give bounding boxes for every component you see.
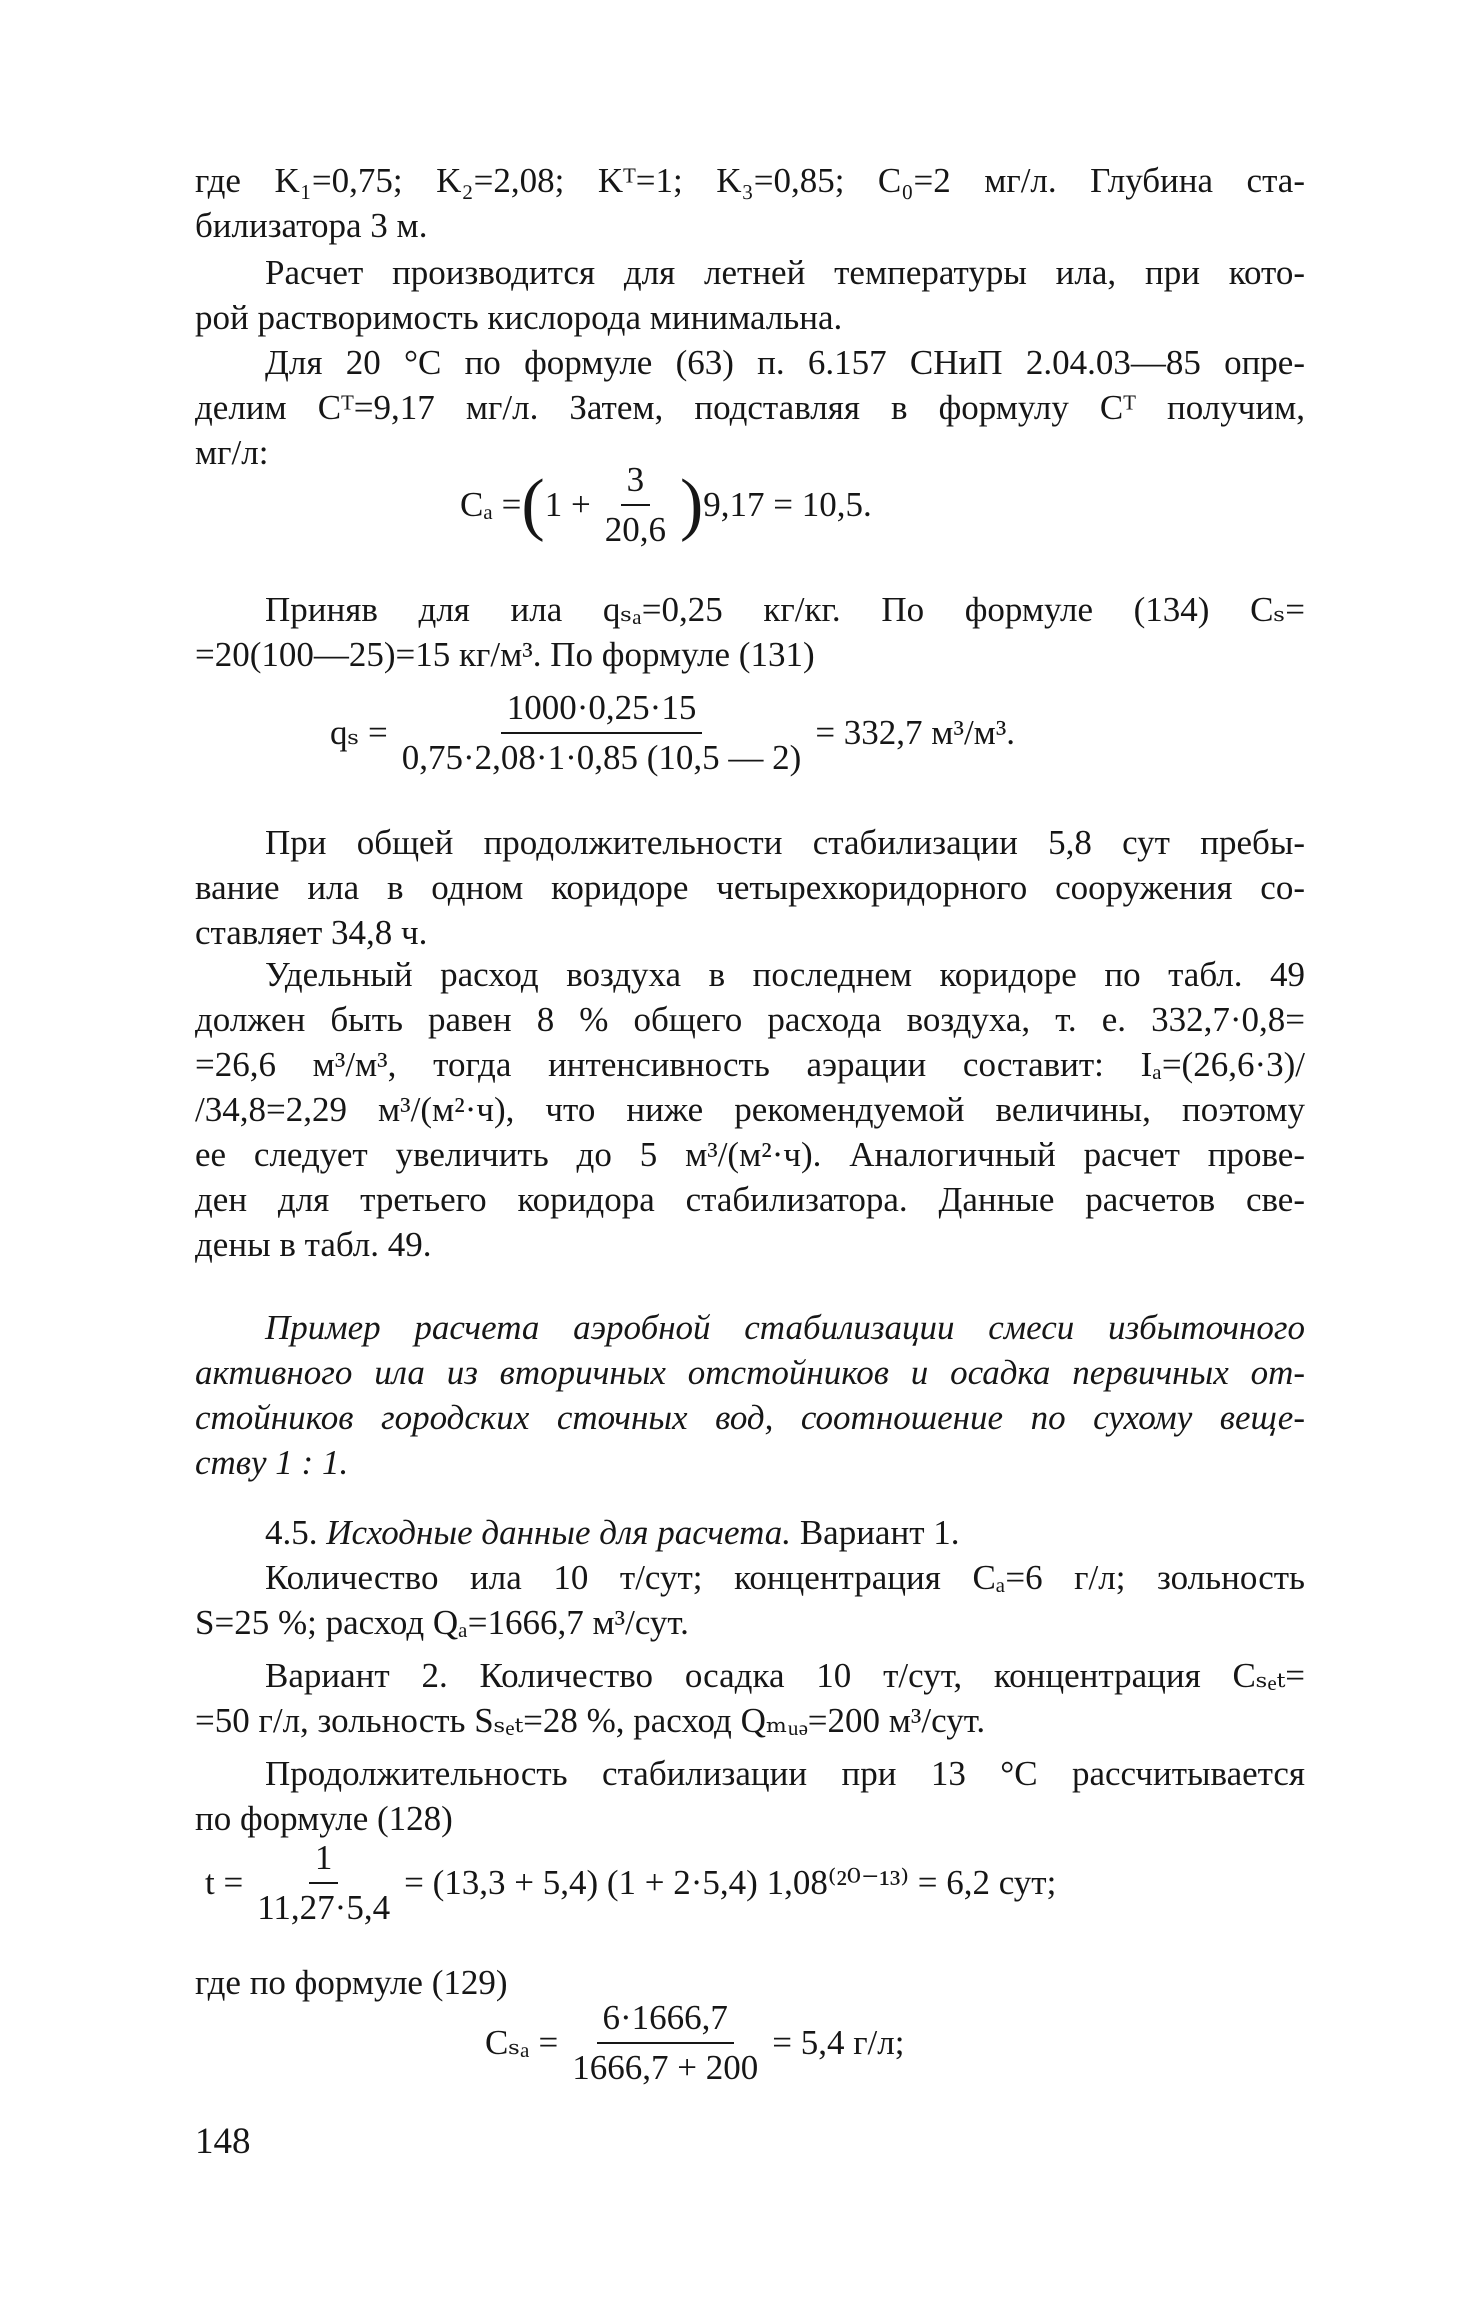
paragraph-ct	[195, 340, 1305, 475]
paragraph-calc-note	[195, 250, 1305, 340]
text-line: ден для третьего коридора стабилизатора. Данные расчетов све-	[195, 1180, 1305, 1219]
fraction-numerator: 6·1666,7	[597, 1998, 734, 2044]
fraction-denominator: 20,6	[604, 510, 666, 549]
text-line: где K₁=0,75; K₂=2,08; Kᵀ=1; K₃=0,85; C₀=2 мг/л. Глубина ста-	[195, 161, 1305, 200]
section-number: 4.5.	[265, 1513, 318, 1552]
fraction-numerator: 1	[309, 1838, 339, 1884]
text-line: Вариант 2. Количество осадка 10 т/сут, концентрация Cₛₑₜ=	[265, 1656, 1305, 1695]
text-line: При общей продолжительности стабилизации 5,8 сут пребы-	[265, 823, 1305, 862]
variant-label: Вариант 1.	[799, 1513, 960, 1552]
text-line: Расчет производится для летней температуры ила, при кото-	[265, 253, 1305, 292]
fraction-numerator: 3	[621, 460, 651, 506]
fraction	[599, 460, 672, 550]
text-line: /34,8=2,29 м³/(м²·ч), что ниже рекомендуемой величины, поэтому	[195, 1090, 1305, 1129]
paragraph-duration	[195, 820, 1305, 955]
paragraph-qsa	[195, 587, 1305, 677]
text-line: Продолжительность стабилизации при 13 °С рассчитывается	[265, 1754, 1305, 1793]
fraction	[396, 688, 808, 778]
paragraph-air-flow	[195, 952, 1305, 1267]
text-line: ее следует увеличить до 5 м³/(м²·ч). Аналогичный расчет прове-	[195, 1135, 1305, 1174]
formula-lhs: t =	[205, 1863, 244, 1902]
formula-lhs: Cₐ =	[460, 485, 522, 524]
section-title: Исходные данные для расчета.	[326, 1513, 792, 1552]
text-line: ставляет 34,8 ч.	[195, 913, 428, 952]
text-line: мг/л:	[195, 433, 269, 472]
fraction-numerator: 1000·0,25·15	[501, 688, 703, 734]
fraction-denominator: 11,27·5,4	[257, 1888, 391, 1927]
text-line: Удельный расход воздуха в последнем коридоре по табл. 49	[265, 955, 1305, 994]
text-line: где по формуле (129)	[195, 1963, 508, 2002]
text-line: делим Cᵀ=9,17 мг/л. Затем, подставляя в формулу Cᵀ получим,	[195, 388, 1305, 427]
text-line: Приняв для ила qₛₐ=0,25 кг/кг. По формуле (134) Cₛ=	[265, 590, 1305, 629]
text-line: S=25 %; расход Qₐ=1666,7 м³/сут.	[195, 1603, 689, 1642]
text-line: =26,6 м³/м³, тогда интенсивность аэрации составит: Iₐ=(26,6·3)/	[195, 1045, 1305, 1084]
text-line: по формуле (128)	[195, 1799, 453, 1838]
formula-rhs: = 5,4 г/л;	[772, 2023, 905, 2062]
fraction	[251, 1838, 396, 1928]
text-line: =50 г/л, зольность Sₛₑₜ=28 %, расход Qₘᵤₔ=200 м³/сут.	[195, 1701, 986, 1740]
text-line: билизатора 3 м.	[195, 206, 428, 245]
text-line: ству 1 : 1.	[195, 1443, 349, 1482]
close-paren: )	[679, 466, 704, 543]
paragraph-coefficients	[195, 158, 1305, 248]
formula-term: 1 +	[544, 485, 591, 524]
formula-rhs: 9,17 = 10,5.	[703, 485, 872, 524]
fraction-denominator: 0,75·2,08·1·0,85 (10,5 — 2)	[401, 738, 802, 777]
formula-ca	[460, 460, 872, 550]
open-paren: (	[521, 466, 545, 543]
formula-lhs: Cₛₐ =	[485, 2023, 559, 2062]
section-4-5	[195, 1510, 1305, 1841]
text-line: Количество ила 10 т/сут; концентрация Cₐ=6 г/л; зольность	[265, 1558, 1305, 1597]
formula-lhs: qₛ =	[330, 713, 388, 752]
text-line: Пример расчета аэробной стабилизации смеси избыточного	[265, 1308, 1305, 1347]
text-line: дены в табл. 49.	[195, 1225, 432, 1264]
text-line: рой растворимость кислорода минимальна.	[195, 298, 843, 337]
formula-rhs: = (13,3 + 5,4) (1 + 2·5,4) 1,08⁽²⁰⁻¹³⁾ = 6,2 сут;	[404, 1863, 1057, 1902]
formula-csa	[485, 1998, 904, 2088]
text-line: стойников городских сточных вод, соотношение по сухому веще-	[195, 1398, 1305, 1437]
example-heading	[195, 1305, 1305, 1485]
text-line: активного ила из вторичных отстойников и осадка первичных от-	[195, 1353, 1305, 1392]
page-number: 148	[195, 2121, 251, 2162]
section-heading	[195, 1510, 1305, 1555]
text-line: вание ила в одном коридоре четырехкоридорного сооружения со-	[195, 868, 1305, 907]
formula-qs	[330, 688, 1015, 778]
fraction-denominator: 1666,7 + 200	[572, 2048, 759, 2087]
formula-rhs: = 332,7 м³/м³.	[815, 713, 1016, 752]
text-line: должен быть равен 8 % общего расхода воздуха, т. е. 332,7·0,8=	[195, 1000, 1305, 1039]
fraction	[566, 1998, 764, 2088]
text-line: Для 20 °С по формуле (63) п. 6.157 СНиП 2.04.03—85 опре-	[265, 343, 1305, 382]
formula-t	[205, 1838, 1056, 1928]
text-line: =20(100—25)=15 кг/м³. По формуле (131)	[195, 635, 815, 674]
